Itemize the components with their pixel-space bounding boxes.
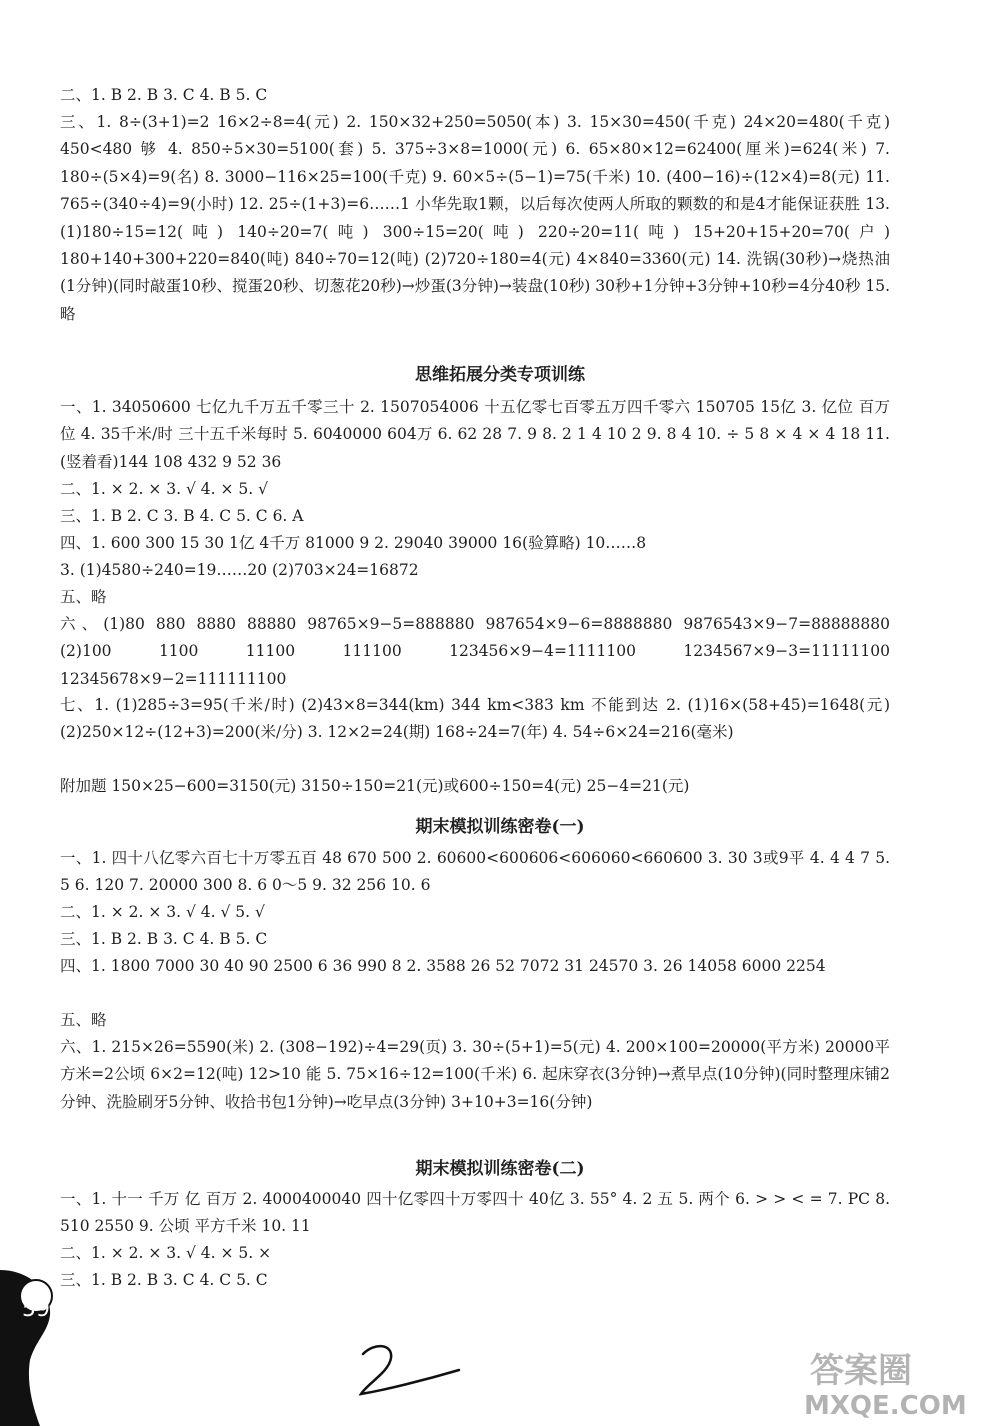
answer-line: 二、1. × 2. × 3. √ 4. × 5. √ bbox=[60, 480, 269, 498]
page-number: 59 bbox=[22, 1297, 50, 1322]
answer-paragraph: 一、1. 十一 千万 亿 百万 2. 4000400040 四十亿零四十万零四十 40亿 3. 55° 4. 2 五 5. 两个 6. > > < = 7. PC 8. 510 2550 9. 公顷 平方千米 10. 11 bbox=[60, 1190, 890, 1236]
answer-line: 二、1. B 2. B 3. C 4. B 5. C bbox=[60, 86, 268, 104]
answer-paragraph: 一、1. 四十八亿零六百七十万零五百 48 670 500 2. 60600<600606<606060<660600 3. 30 3或9平 4. 4 4 7 5. 5 6. 120 7. 20000 300 8. 6 0～5 9. 32 256 10. 6 bbox=[60, 849, 890, 895]
answer-line: 二、1. × 2. × 3. √ 4. × 5. × bbox=[60, 1244, 272, 1262]
answer-line: 三、1. B 2. B 3. C 4. B 5. C bbox=[60, 930, 268, 948]
answer-paragraph: 七、1. (1)285÷3=95(千米/时) (2)43×8=344(km) 344 km<383 km 不能到达 2. (1)16×(58+45)=1648(元) (2)250×12÷(12+3)=200(米/分) 3. 12×2=24(期) 168÷24=7(年) 4. 54÷6×24=216(毫米) bbox=[60, 696, 890, 742]
section-title-1: 思维拓展分类专项训练 bbox=[415, 365, 585, 385]
svg-text:MXQE.COM: MXQE.COM bbox=[804, 1391, 967, 1420]
section-title-2: 期末模拟训练密卷(一) bbox=[415, 817, 585, 837]
answer-line: 二、1. × 2. × 3. √ 4. √ 5. √ bbox=[60, 903, 265, 921]
answer-paragraph: 六、(1)80 880 8880 88880 98765×9−5=888880 987654×9−6=8888880 9876543×9−7=88888880 (2)100 1100 11100 111100 123456×9−4=1111100 1234567×9−3=11111100 12345678×9−2=111111100 bbox=[60, 615, 890, 688]
answer-line: 五、略 bbox=[60, 1011, 107, 1029]
answer-paragraph: 三、1. 8÷(3+1)=2 16×2÷8=4(元) 2. 150×32+250=5050(本) 3. 15×30=450(千克) 24×20=480(千克) 450<480 够 4. 850÷5×30=5100(套) 5. 375÷3×8=1000(元) 6. 65×80×12=62400(厘米)=624(米) 7. 180÷(5×4)=9(名) 8. 3000−116×25=100(千克) 9. 60×5÷(5−1)=75(千米) 10. (400−16)÷(12×4)=8(元) 11. 765÷(340÷4)=9(小时) 12. 25÷(1+3)=6……1 小华先取1颗，以后每次使两人所取的颗数的和是4才能保证获胜 13. (1)180÷15=12(吨) 140÷20=7(吨) 300÷15=20(吨) 220÷20=11(吨) 15+20+15+20=70(户) 180+140+300+220=840(吨) 840÷70=12(吨) (2)720÷180=4(元) 4×840=3360(元) 14. 洗锅(30秒)→烧热油(1分钟)(同时敲蛋10秒、搅蛋20秒、切葱花20秒)→炒蛋(3分钟)→装盘(10秒) 30秒+1分钟+3分钟+10秒=4分40秒 15. 略 bbox=[60, 113, 890, 323]
answer-paragraph: 四、1. 1800 7000 30 40 90 2500 6 36 990 8 2. 3588 26 52 7072 31 24570 3. 26 14058 6000 2254 bbox=[60, 957, 826, 975]
answer-line: 三、1. B 2. C 3. B 4. C 5. C 6. A bbox=[60, 507, 304, 525]
section-title-3: 期末模拟训练密卷(二) bbox=[415, 1159, 585, 1179]
answer-line: 四、1. 600 300 15 30 1亿 4千万 81000 9 2. 29040 39000 16(验算略) 10……8 bbox=[60, 534, 647, 552]
handwriting-scribble bbox=[355, 1340, 465, 1400]
answer-line: 三、1. B 2. B 3. C 4. C 5. C bbox=[60, 1271, 268, 1289]
answer-paragraph: 一、1. 34050600 七亿九千万五千零三十 2. 1507054006 十五亿零七百零五万四千零六 150705 15亿 3. 亿位 百万位 4. 35千米/时 三十五千米每时 5. 6040000 604万 6. 62 28 7. 9 8. 2 1 4 10 2 9. 8 4 10. ÷ 5 8 × 4 × 4 18 11. (竖着看)144 108 432 9 52 36 bbox=[60, 398, 890, 471]
page-number-badge bbox=[0, 1270, 70, 1426]
answer-line: 五、略 bbox=[60, 588, 107, 606]
watermark-logo bbox=[800, 1340, 990, 1420]
svg-text:答案圈: 答案圈 bbox=[810, 1351, 912, 1391]
answer-paragraph: 六、1. 215×26=5590(米) 2. (308−192)÷4=29(页) 3. 30÷(5+1)=5(元) 4. 200×100=20000(平方米) 20000平方米=2公顷 6×2=12(吨) 12>10 能 5. 75×16÷12=100(千米) 6. 起床穿衣(3分钟)→煮早点(10分钟)(同时整理床铺2分钟、洗脸刷牙5分钟、收拾书包1分钟)→吃早点(3分钟) 3+10+3=16(分钟) bbox=[60, 1038, 890, 1111]
answer-line: 附加题 150×25−600=3150(元) 3150÷150=21(元)或600÷150=4(元) 25−4=21(元) bbox=[60, 777, 690, 795]
answer-line: 3. (1)4580÷240=19……20 (2)703×24=16872 bbox=[60, 561, 419, 579]
